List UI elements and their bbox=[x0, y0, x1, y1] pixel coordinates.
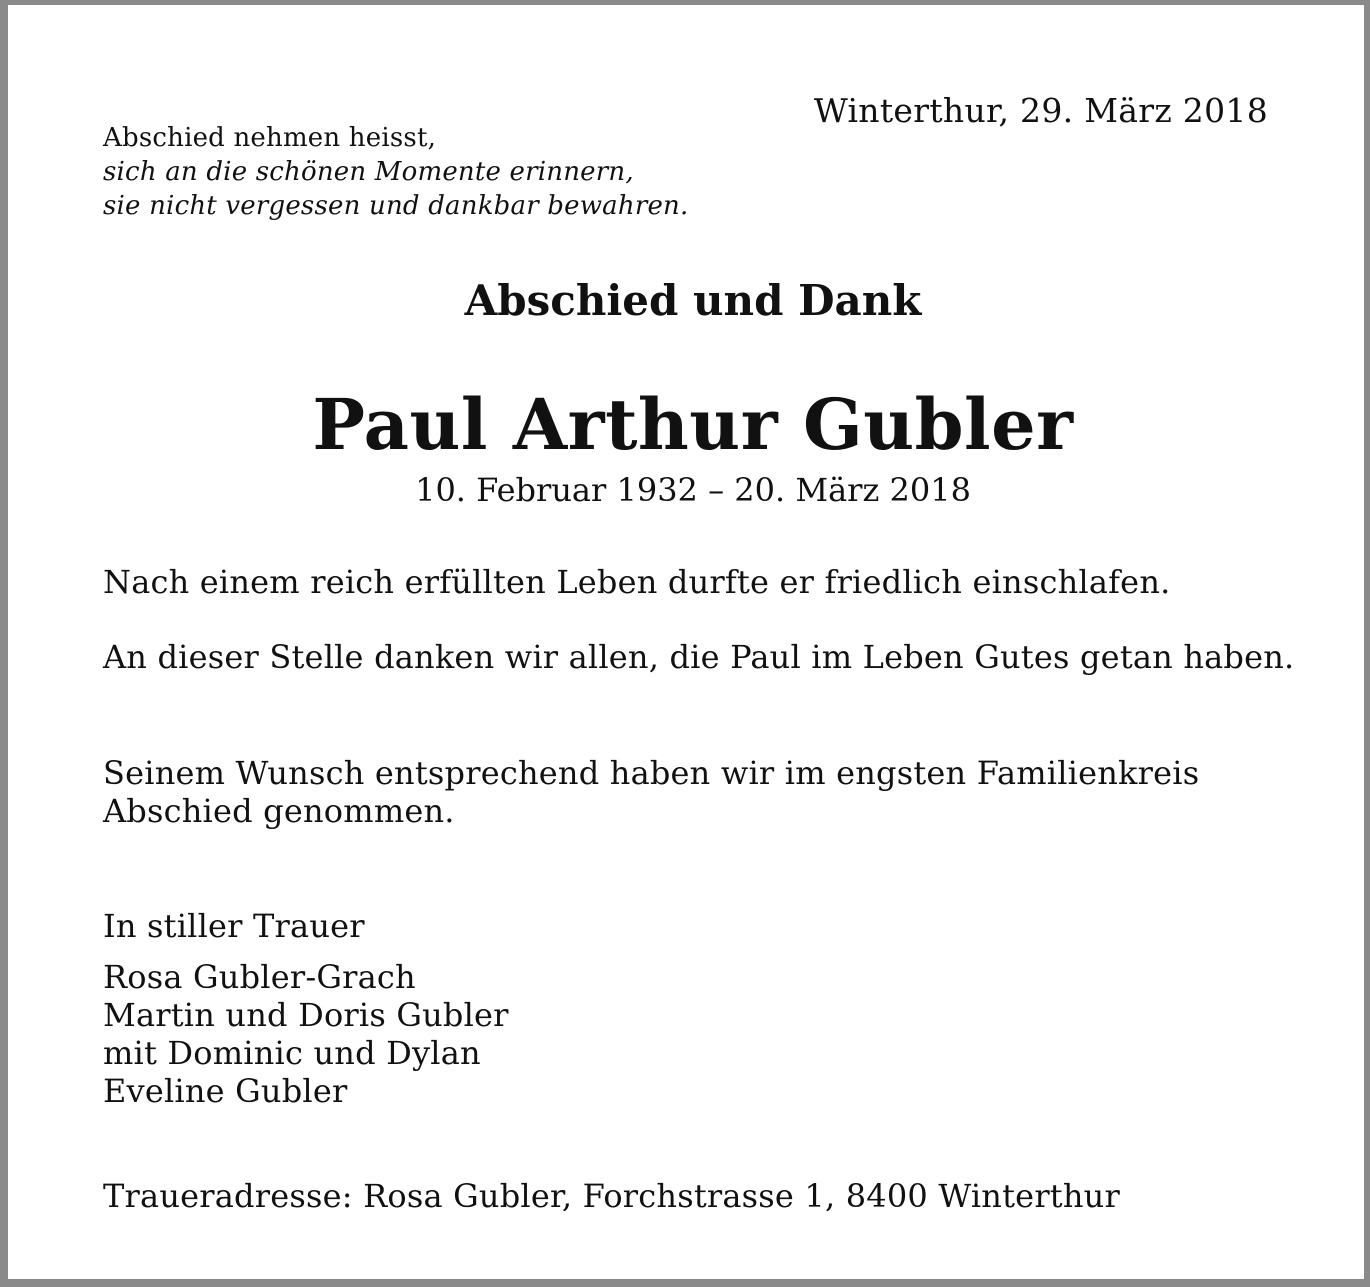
life-dates: 10. Februar 1932 – 20. März 2018 bbox=[415, 471, 971, 509]
in-mourning-label: In stiller Trauer bbox=[103, 907, 365, 945]
mourners-list bbox=[103, 958, 509, 1110]
paragraph-farewell bbox=[103, 754, 1199, 830]
quote-line-2: sich an die schönen Momente erinnern, bbox=[103, 157, 634, 187]
paragraph-farewell-line-2: Abschied genommen. bbox=[103, 792, 455, 830]
paragraph-thanks: An dieser Stelle danken wir allen, die Paul im Leben Gutes getan haben. bbox=[103, 638, 1295, 676]
notice-heading: Abschied und Dank bbox=[464, 276, 922, 325]
quote-line-1: Abschied nehmen heisst, bbox=[103, 123, 437, 153]
quote bbox=[103, 121, 688, 223]
mourner: Martin und Doris Gubler bbox=[103, 996, 509, 1034]
paragraph-peaceful: Nach einem reich erfüllten Leben durfte er friedlich einschlafen. bbox=[103, 563, 1171, 601]
mourner: Rosa Gubler-Grach bbox=[103, 958, 416, 996]
place-date: Winterthur, 29. März 2018 bbox=[813, 91, 1268, 130]
deceased-name: Paul Arthur Gubler bbox=[312, 383, 1074, 466]
mourning-address: Traueradresse: Rosa Gubler, Forchstrasse 1, 8400 Winterthur bbox=[103, 1177, 1120, 1215]
quote-line-3: sie nicht vergessen und dankbar bewahren. bbox=[103, 191, 689, 221]
mourner: mit Dominic und Dylan bbox=[103, 1034, 481, 1072]
paragraph-farewell-line-1: Seinem Wunsch entsprechend haben wir im engsten Familienkreis bbox=[103, 754, 1200, 792]
mourner: Eveline Gubler bbox=[103, 1072, 348, 1110]
